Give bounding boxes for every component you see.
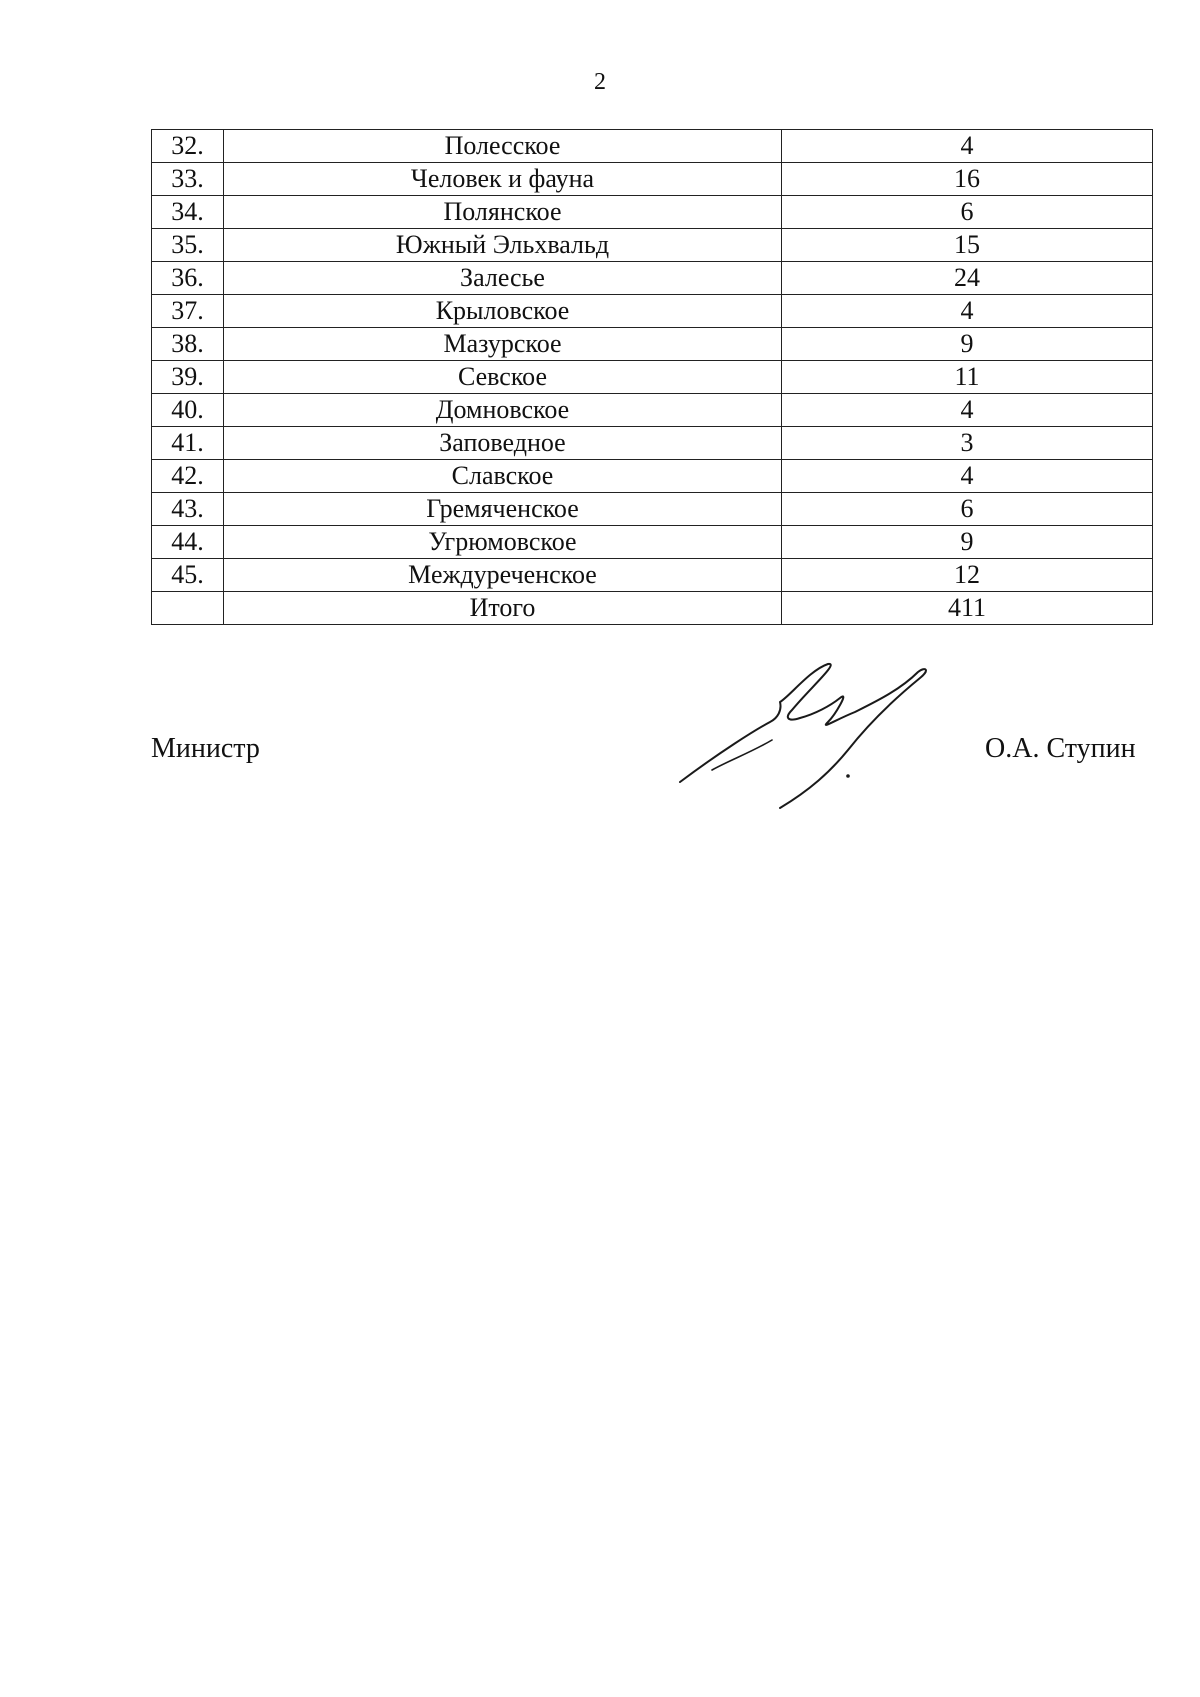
- page-number: 2: [594, 69, 606, 95]
- row-count: 9: [782, 526, 1153, 559]
- table-body: [152, 130, 1153, 625]
- row-number: 37.: [152, 295, 224, 328]
- table-row: [152, 559, 1153, 592]
- row-number: 39.: [152, 361, 224, 394]
- row-number: 32.: [152, 130, 224, 163]
- table-row: [152, 229, 1153, 262]
- row-count: 24: [782, 262, 1153, 295]
- table-row: [152, 427, 1153, 460]
- table-row: [152, 394, 1153, 427]
- table-row: [152, 262, 1153, 295]
- row-name: Угрюмовское: [224, 526, 782, 559]
- table-row: [152, 493, 1153, 526]
- table-row: [152, 328, 1153, 361]
- signer-name: О.А. Ступин: [985, 733, 1136, 764]
- row-name: Южный Эльхвальд: [224, 229, 782, 262]
- row-count: 9: [782, 328, 1153, 361]
- row-number: 44.: [152, 526, 224, 559]
- row-count: 4: [782, 130, 1153, 163]
- row-number: 42.: [152, 460, 224, 493]
- row-name: Полянское: [224, 196, 782, 229]
- row-name: Междуреченское: [224, 559, 782, 592]
- row-number: 35.: [152, 229, 224, 262]
- row-name: Полесское: [224, 130, 782, 163]
- row-count: 16: [782, 163, 1153, 196]
- row-number: 36.: [152, 262, 224, 295]
- row-name: Севское: [224, 361, 782, 394]
- row-number: 41.: [152, 427, 224, 460]
- row-number: 38.: [152, 328, 224, 361]
- row-count: 4: [782, 394, 1153, 427]
- row-count: 6: [782, 493, 1153, 526]
- total-number: [152, 592, 224, 625]
- row-name: Славское: [224, 460, 782, 493]
- row-count: 11: [782, 361, 1153, 394]
- row-number: 33.: [152, 163, 224, 196]
- row-count: 6: [782, 196, 1153, 229]
- handwritten-signature: [660, 660, 980, 810]
- total-label: Итого: [224, 592, 782, 625]
- row-count: 3: [782, 427, 1153, 460]
- row-name: Гремяченское: [224, 493, 782, 526]
- row-count: 4: [782, 295, 1153, 328]
- table-row: [152, 130, 1153, 163]
- row-name: Домновское: [224, 394, 782, 427]
- row-number: 40.: [152, 394, 224, 427]
- data-table: [151, 129, 1153, 625]
- row-number: 43.: [152, 493, 224, 526]
- table-row: [152, 295, 1153, 328]
- table-row: [152, 460, 1153, 493]
- total-count: 411: [782, 592, 1153, 625]
- row-name: Заповедное: [224, 427, 782, 460]
- table-row: [152, 526, 1153, 559]
- row-count: 4: [782, 460, 1153, 493]
- row-name: Крыловское: [224, 295, 782, 328]
- table-row: [152, 196, 1153, 229]
- row-count: 15: [782, 229, 1153, 262]
- signer-title: Министр: [151, 733, 260, 764]
- row-number: 34.: [152, 196, 224, 229]
- total-row: [152, 592, 1153, 625]
- row-count: 12: [782, 559, 1153, 592]
- row-name: Мазурское: [224, 328, 782, 361]
- table-row: [152, 163, 1153, 196]
- table-row: [152, 361, 1153, 394]
- row-name: Залесье: [224, 262, 782, 295]
- row-number: 45.: [152, 559, 224, 592]
- row-name: Человек и фауна: [224, 163, 782, 196]
